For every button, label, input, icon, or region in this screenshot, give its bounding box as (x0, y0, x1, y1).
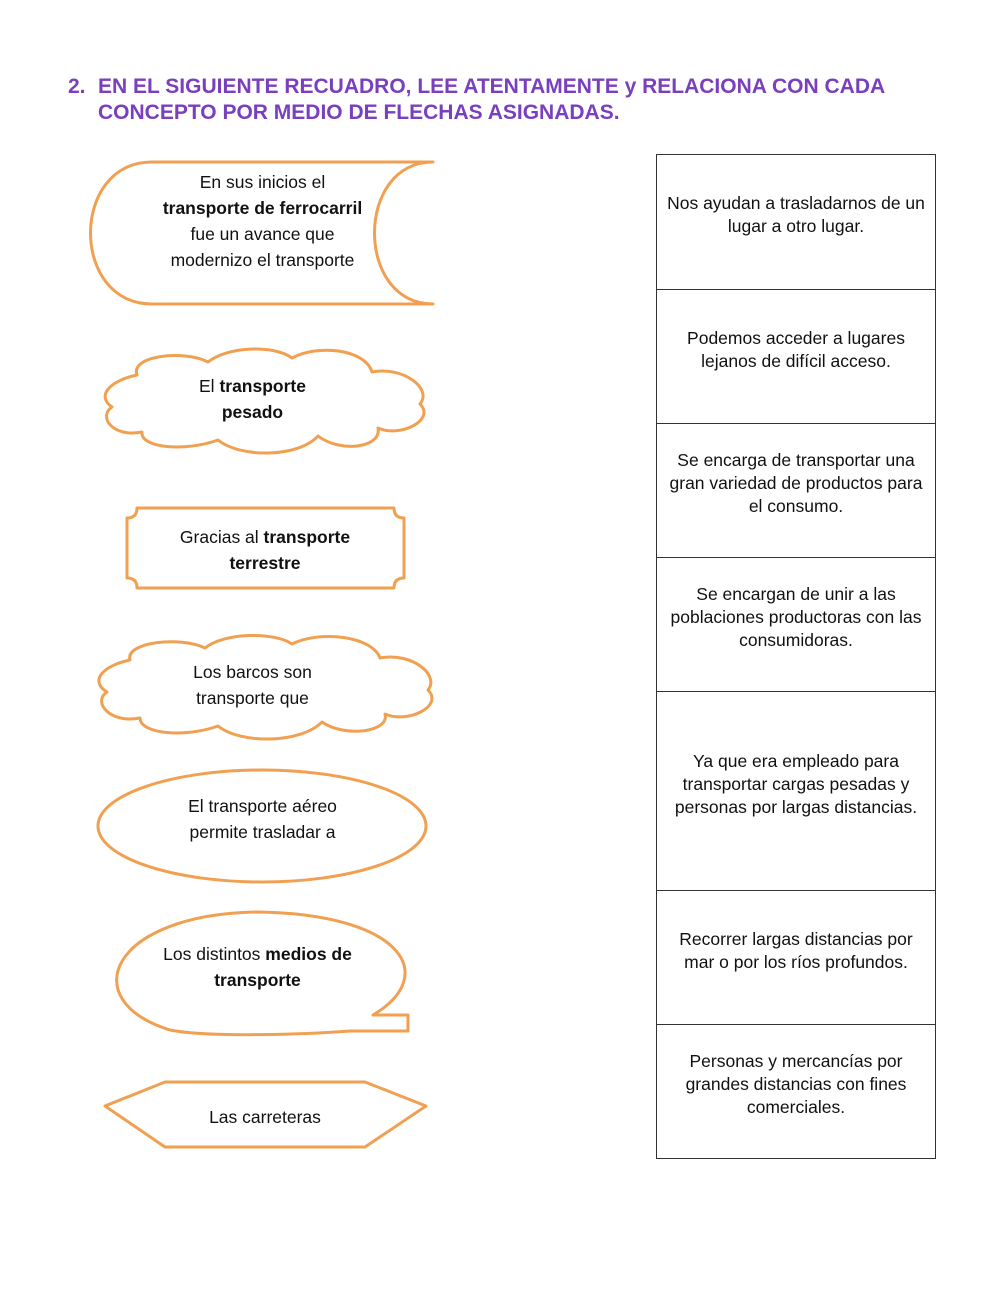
answer-cell (657, 891, 935, 1025)
answer-cell (657, 155, 935, 290)
concept-6-text: Los distintos medios de transporte (163, 944, 352, 990)
answer-text: Nos ayudan a trasladarnos de un lugar a otro lugar. (667, 193, 925, 236)
answer-cell (657, 424, 935, 558)
concept-2-text: El transporte pesado (199, 376, 306, 422)
concept-5-text: El transporte aéreo permite trasladar a (188, 796, 337, 842)
answer-cell (657, 558, 935, 692)
answer-cell (657, 290, 935, 424)
concept-3-text: Gracias al transporte terrestre (179, 527, 351, 573)
answer-cell (657, 692, 935, 891)
exercise-number: 2. (68, 75, 86, 98)
answer-text: Ya que era empleado para transportar cargas pesadas y personas por largas distancias. (674, 750, 918, 817)
answer-cell (657, 1025, 935, 1158)
exercise-instruction: EN EL SIGUIENTE RECUADRO, LEE ATENTAMENTE y RELACIONA CON CADA CONCEPTO POR MEDIO DE FLECHAS ASIGNADAS. (98, 75, 885, 124)
answer-text: Personas y mercancías por grandes distancias con fines comerciales. (685, 1051, 907, 1117)
answers-table (656, 154, 936, 1159)
concept-1-text: En sus inicios el transporte de ferrocarril fue un avance que modernizo el transporte (162, 172, 363, 270)
answer-text: Se encargan de unir a las poblaciones productoras con las consumidoras. (670, 584, 922, 650)
concept-7-text: Las carreteras (209, 1107, 321, 1127)
answer-text: Se encarga de transportar una gran variedad de productos para el consumo. (669, 450, 923, 516)
answer-text: Recorrer largas distancias por mar o por los ríos profundos. (679, 928, 913, 972)
concept-4-text: Los barcos son transporte que (193, 662, 312, 708)
answer-text: Podemos acceder a lugares lejanos de difícil acceso. (687, 327, 905, 371)
